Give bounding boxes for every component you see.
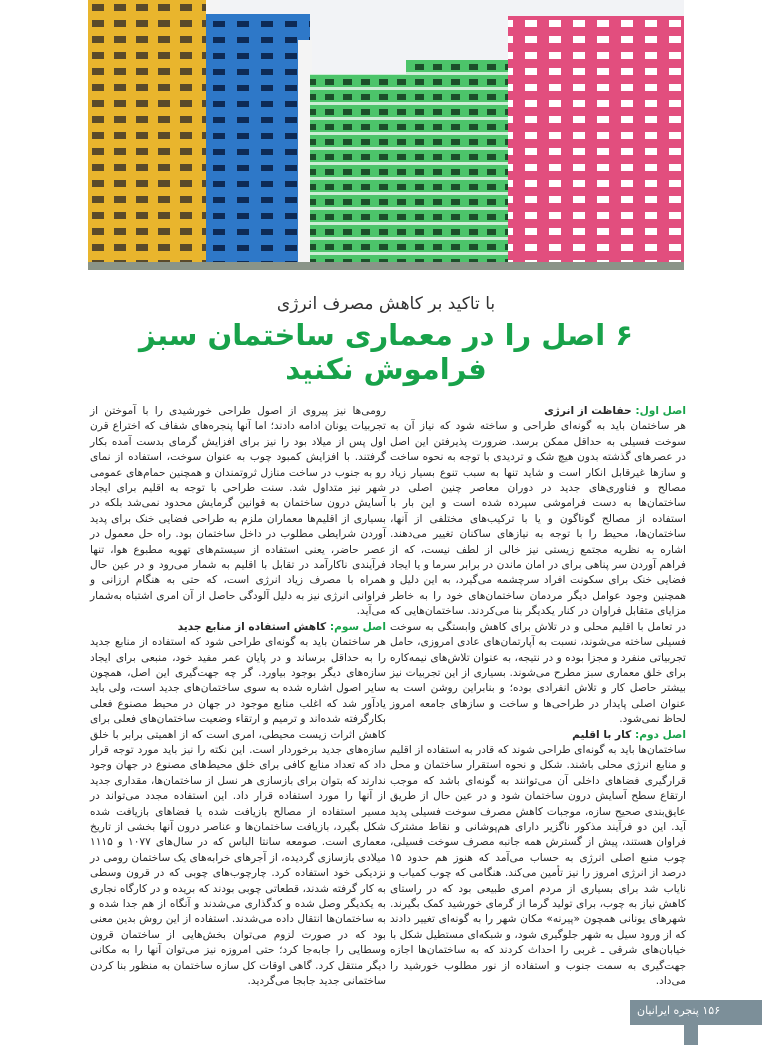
footer-label (637, 1004, 720, 1017)
section-body-2: ساختمان‌ها باید به گونه‌ای طراحی شوند که قادر به استفاده از اقلیم و منابع انرژی محلی باشند. شکل و نحوه استقرار ساختمان و محل قرارگیری فضاهای داخلی آن می‌توانند به گونه‌ای باشد که موجب ارتقاع سطح آسایش درون ساختمان شود و در عین حال از طریق عایق‌بندی صحیح سازه، موجبات کاهش مصرف سوخت فسیلی پدید آید. این دو فرآیند مذکور ناگزیر دارای هم‌پوشانی و نقاط مشترک فراوان هستند، پیش از گسترش همه جانبه مصرف سوخت فسیلی، چوب منبع اصلی انرژی به حساب می‌آمد که هنوز هم حدود ۱۵ درصد از انرژی امروز را نیز تأمین می‌کند. هنگامی که چوب کمیاب و نایاب شد برای بسیاری از مردم امری طبیعی بود که در راستای کاهش نیاز به چوب، برای تولید گرما از گرمای خورشید کمک بگیرند. شهرهای یونانی همچون «پیرنه» مکان شهر را به گونه‌ای تغییر دادند که از ورود سیل به شهر جلوگیری شود، و شبکه‌ای مستطیل شکل با خیابان‌های شرقی ـ غربی را احداث کردند که به ساختمان‌ها اجازه جهت‌گیری به سمت جنوب و استفاده از نور مطلوب خورشید را می‌داد. (390, 743, 686, 988)
magazine-name: پنجره ایرانیان (637, 1004, 699, 1017)
section-body-1: هر ساختمان باید به گونه‌ای طراحی و ساخته شود که نیاز آن به سوخت فسیلی به حداقل ممکن برسد. ضرورت پذیرفتن این اصل در عصرهای گذشته بدون هیچ شک و تردیدی با توجه به نحوه ساخت و سازها غیرقابل انکار است و شاید تنها به سبب تنوع بسیار زیاد مصالح و فناوری‌های جدید در دوران معاصر چنین اصلی در ساختمان‌ها به دست فراموشی سپرده شده است و این بار با استفاده از مصالح گوناگون و یا با ترکیب‌های مختلفی از آنها، ساختمان‌ها، محیط را با توجه به نیازهای ساکنان تغییر می‌دهند. اشاره به نظریه مجتمع زیستی نیز خالی از لطف نیست، که از فراهم آوردن سر پناهی برای در امان ماندن در برابر سرما و یا ایجاد فضایی خنک برای سکونت افراد سرچشمه می‌گیرد، به این دلیل و همچنین وجود عوامل دیگر مردمان ساختمان‌های خود را به خاطر مزایای متقابل فراوان در کنار یکدیگر بنا می‌کردند. ساختمان‌هایی که در تعامل با اقلیم محلی و در تلاش برای کاهش وابستگی به سوخت فسیلی ساخته می‌شوند، نسبت به آپارتمان‌های عادی امروزی، حامل تجربیاتی منفرد و مجزا بوده و در نتیجه، به عنوان تلاش‌های نیمه‌کاره برای خلق معماری سبز مطرح می‌شوند. بسیاری از این تجربیات نیز بیشتر حاصل کار و تلاش انفرادی بوده؛ و بنابراین روشن است به عنوان اصلی پایدار در طراحی‌ها و ساخت و سازهای جامعه امروز لحاظ نمی‌شود. (390, 420, 686, 726)
section-title: حفاظت از انرژی (544, 405, 636, 417)
section-heading-2 (390, 728, 686, 743)
section-label: اصل دوم: (634, 728, 686, 741)
text-column-right (390, 404, 686, 989)
section-label: اصل اول: (635, 405, 686, 417)
section-heading-1 (390, 404, 686, 419)
buildings-illustration (88, 0, 684, 270)
kicker-subtitle: با تاکید بر کاهش مصرف انرژی (276, 294, 496, 314)
footer-tab (684, 1025, 698, 1045)
hero-photo-colorful-apartment-blocks (88, 0, 684, 270)
paragraph-continuation: رومی‌ها نیز پیروی از اصول طراحی خورشیدی را با آموختن از تجربیات یونان ادامه دادند؛ اما آنها پنجره‌های شفاف که اختراع قرن اول پس از میلاد بود را نیز برای افزایش گرمای بدست آمده بکار گرفتند. با افزایش کمبود چوب به عنوان سوخت، استفاده از نمای رو به جنوب در ساخت منازل ثروتمندان و همچنین حمام‌های عمومی شهر نیز متداول شد. سنت طراحی با توجه به اقلیم برای ایجاد آسایش درون ساختمان به قوانین گرمایش محدود نمی‌شد بلکه در بسیاری از اقلیم‌ها معماران ملزم به طراحی فضایی خنک برای پدید آوردن شرایطی مطلوب در داخل ساختمان بود. راه حل معمول در عصر حاضر، یعنی استفاده از سیستم‌های تهویه مطبوع هوا، تنها فرآیندی ناکارآمد در تقابل با اقلیم به شمار می‌رود و در عین حال همراه با مصرف زیاد انرژی است، که حتی به هنگام ارزانی و فراوانی انرژی نیز به دلیل آلودگی حاصل از آن امری اشتباه به‌شمار می‌آید. (90, 405, 386, 618)
section-title: کار با اقلیم (572, 728, 635, 741)
section-label: اصل سوم: (329, 620, 386, 633)
text-column-left (90, 404, 386, 989)
article-headline: ۶ اصل را در معماری ساختمان سبز فراموش نکنید (139, 318, 633, 386)
section-heading-3 (90, 620, 386, 635)
page-number: ۱۵۶ (702, 1004, 721, 1017)
section-title: کاهش استفاده از منابع جدید (177, 620, 330, 633)
section-body-3: هر ساختمان باید به گونه‌ای طراحی شود که استفاده از منابع جدید را به حداقل برساند و در پایان عمر مفید خود، منبعی برای ایجاد سازه‌های دیگر بوجود بیاورد. گر چه جهت‌گیری این اصل، همچون سایر اصول اشاره شده به سوی ساختمان‌های جدید است، ولی باید یادآور شد که اغلب منابع موجود در جهان در محیط مصنوع فعلی بکارگرفته شده‌اند و ترمیم و ارتقاء وضعیت ساختمان‌های فعلی برای کاهش اثرات زیست محیطی، امری است که از اهمیتی برابر با خلق سازه‌های جدید برخوردار است. این نکته را نیز باید مورد توجه قرار داد که تعداد منابع کافی برای خلق محیط‌های مصنوع در جهان وجود ندارند که بتوان برای بازسازی هر نسل از ساختمان‌ها، مقداری جدید از آنها را مورد استفاده قرار داد. این استفاده مجدد می‌تواند در مسیر استفاده از مصالح بازیافت شده یا فضاهای بازیافت شده شکل بگیرد، بازیافت ساختمان‌ها و عناصر درون آنها بخشی از تاریخ معماری است. صومعه سانتا الباس که در سال‌های ۱۰۷۷ و ۱۱۱۵ میلادی بازسازی گردیده، از آجرهای خرابه‌های یک ساختمان رومی در نزدیکی خود استفاده کرد. چارچوب‌های چوبی که در قرون وسطی به کار گرفته شدند، قطعاتی چوبی بودند که بریده و در کارگاه نجاری به یکدیگر وصل شده و کدگذاری می‌شدند و آنگاه از هم جدا شده و به ساختمان‌ها انتقال داده می‌شدند. استفاده از این روش بدین معنی بود که در صورت لزوم می‌توان بخش‌هایی از ساختمان قرون وسطایی را جابه‌جا کرد؛ حتی امروزه نیز می‌توان آنها را به مکانی دیگر منتقل کرد. گاهی اوقات کل سازه ساختمان به منظور بنا کردن ساختمانی جدید جابجا می‌گردید. (90, 636, 386, 988)
